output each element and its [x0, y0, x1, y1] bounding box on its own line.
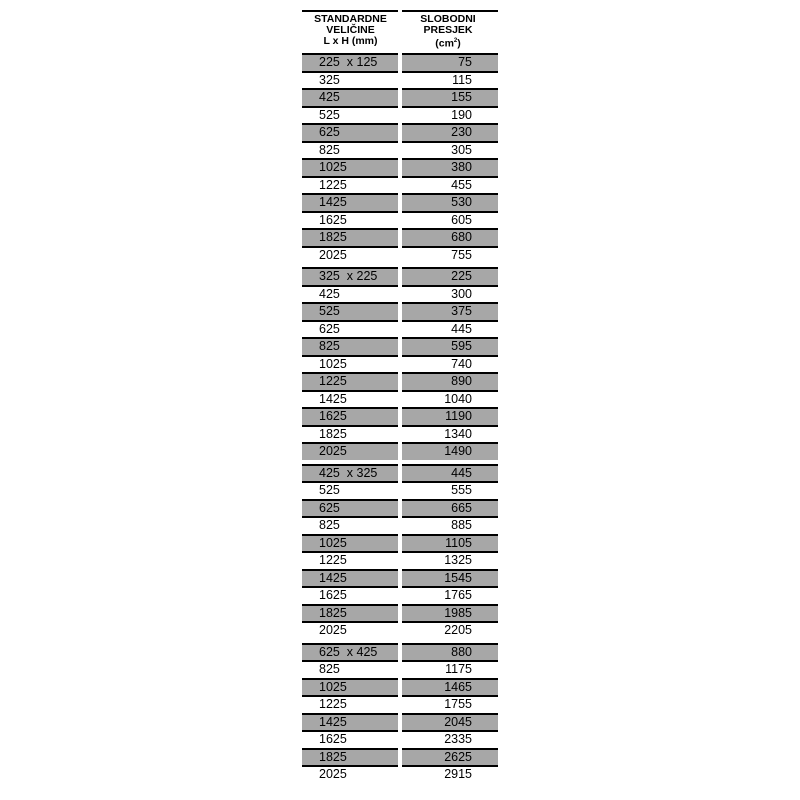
size-cell: 825 — [302, 516, 398, 534]
free-area-cell: 225 — [402, 267, 498, 285]
size-cell: 1025 — [302, 678, 398, 696]
table-row — [302, 604, 498, 622]
table-row — [302, 246, 498, 264]
size-cell: 625 — [302, 499, 398, 517]
table-row — [302, 71, 498, 89]
size-cell: 1225 — [302, 176, 398, 194]
free-area-cell: 885 — [402, 516, 498, 534]
table-row — [302, 499, 498, 517]
free-area-cell: 680 — [402, 228, 498, 246]
table-row — [302, 267, 498, 285]
header-unit — [400, 36, 496, 50]
size-cell: 1825 — [302, 748, 398, 766]
size-cell: 1625 — [302, 407, 398, 425]
size-cell: 1225 — [302, 551, 398, 569]
table-row — [302, 355, 498, 373]
size-cell: 2025 — [302, 765, 398, 783]
free-area-cell: 445 — [402, 464, 498, 482]
table-row — [302, 678, 498, 696]
table-row — [302, 141, 498, 159]
size-cell: 425 x 325 — [302, 464, 398, 482]
size-cell: 325 — [302, 71, 398, 89]
column-header-free-area — [400, 14, 496, 50]
free-area-cell: 300 — [402, 285, 498, 303]
free-area-cell: 1490 — [402, 442, 498, 460]
free-area-cell: 1985 — [402, 604, 498, 622]
size-cell: 1225 — [302, 695, 398, 713]
free-area-cell: 2625 — [402, 748, 498, 766]
size-group — [302, 53, 498, 263]
top-rule — [402, 10, 498, 12]
free-area-cell: 1175 — [402, 660, 498, 678]
header-line: PRESJEK — [423, 24, 473, 36]
size-cell: 425 — [302, 88, 398, 106]
free-area-cell: 555 — [402, 481, 498, 499]
size-cell: 1425 — [302, 569, 398, 587]
size-cell: 425 — [302, 285, 398, 303]
table-row — [302, 551, 498, 569]
header-line: L x H (mm) — [323, 35, 378, 47]
table-row — [302, 123, 498, 141]
free-area-cell: 665 — [402, 499, 498, 517]
size-cell: 225 x 125 — [302, 53, 398, 71]
size-cell: 825 — [302, 141, 398, 159]
table-row — [302, 695, 498, 713]
table-row — [302, 621, 498, 639]
table-row — [302, 337, 498, 355]
table-row — [302, 106, 498, 124]
free-area-cell: 1465 — [402, 678, 498, 696]
table-row — [302, 586, 498, 604]
size-cell: 2025 — [302, 621, 398, 639]
size-cell: 1625 — [302, 211, 398, 229]
size-cell: 1225 — [302, 372, 398, 390]
table-row — [302, 211, 498, 229]
free-area-cell: 1765 — [402, 586, 498, 604]
size-cell: 2025 — [302, 442, 398, 460]
size-cell: 825 — [302, 660, 398, 678]
size-cell: 1825 — [302, 604, 398, 622]
size-cell: 1425 — [302, 193, 398, 211]
size-cell: 325 x 225 — [302, 267, 398, 285]
size-cell: 1425 — [302, 390, 398, 408]
free-area-cell: 115 — [402, 71, 498, 89]
table-row — [302, 53, 498, 71]
size-cell: 1625 — [302, 586, 398, 604]
size-cell: 1425 — [302, 713, 398, 731]
table-row — [302, 425, 498, 443]
table-row — [302, 713, 498, 731]
free-area-cell: 1190 — [402, 407, 498, 425]
free-area-cell: 1040 — [402, 390, 498, 408]
size-group — [302, 643, 498, 783]
table-row — [302, 407, 498, 425]
table-row — [302, 302, 498, 320]
free-area-cell: 1755 — [402, 695, 498, 713]
table-row — [302, 464, 498, 482]
size-cell: 525 — [302, 302, 398, 320]
size-cell: 2025 — [302, 246, 398, 264]
table-row — [302, 516, 498, 534]
size-cell: 525 — [302, 481, 398, 499]
free-area-cell: 230 — [402, 123, 498, 141]
free-area-cell: 455 — [402, 176, 498, 194]
size-cell: 625 — [302, 123, 398, 141]
free-area-cell: 740 — [402, 355, 498, 373]
size-cell: 1025 — [302, 158, 398, 176]
unit-suffix: ) — [457, 37, 461, 50]
unit-prefix: (cm — [435, 37, 454, 50]
size-cell: 1825 — [302, 228, 398, 246]
size-cell: 525 — [302, 106, 398, 124]
table-row — [302, 660, 498, 678]
table-row — [302, 372, 498, 390]
size-cell: 1625 — [302, 730, 398, 748]
header-line: SLOBODNI — [420, 13, 476, 25]
top-rule — [302, 10, 398, 12]
header-line: VELIČINE — [326, 24, 375, 36]
free-area-cell: 2335 — [402, 730, 498, 748]
free-area-cell: 1545 — [402, 569, 498, 587]
free-area-cell: 890 — [402, 372, 498, 390]
size-cell: 1825 — [302, 425, 398, 443]
table-row — [302, 765, 498, 783]
size-cell: 1025 — [302, 355, 398, 373]
free-area-cell: 2045 — [402, 713, 498, 731]
table-row — [302, 158, 498, 176]
free-area-cell: 445 — [402, 320, 498, 338]
size-table-body — [302, 53, 498, 787]
table-row — [302, 730, 498, 748]
table-row — [302, 320, 498, 338]
free-area-cell: 190 — [402, 106, 498, 124]
header-line: STANDARDNE — [314, 13, 387, 25]
size-cell: 1025 — [302, 534, 398, 552]
table-row — [302, 748, 498, 766]
free-area-cell: 2205 — [402, 621, 498, 639]
free-area-cell: 305 — [402, 141, 498, 159]
free-area-cell: 155 — [402, 88, 498, 106]
unit-superscript: 2 — [453, 38, 458, 44]
table-row — [302, 643, 498, 661]
free-area-cell: 530 — [402, 193, 498, 211]
free-area-cell: 1105 — [402, 534, 498, 552]
table-row — [302, 285, 498, 303]
free-area-cell: 380 — [402, 158, 498, 176]
size-cell: 625 — [302, 320, 398, 338]
free-area-cell: 605 — [402, 211, 498, 229]
free-area-cell: 75 — [402, 53, 498, 71]
table-row — [302, 442, 498, 460]
table-row — [302, 88, 498, 106]
free-area-cell: 375 — [402, 302, 498, 320]
free-area-cell: 2915 — [402, 765, 498, 783]
free-area-cell: 755 — [402, 246, 498, 264]
free-area-cell: 880 — [402, 643, 498, 661]
size-group — [302, 267, 498, 460]
table-row — [302, 569, 498, 587]
table-row — [302, 176, 498, 194]
column-header-standard-sizes — [303, 14, 398, 47]
free-area-cell: 1325 — [402, 551, 498, 569]
free-area-cell: 1340 — [402, 425, 498, 443]
table-row — [302, 534, 498, 552]
table-row — [302, 193, 498, 211]
table-row — [302, 390, 498, 408]
table-row — [302, 228, 498, 246]
size-group — [302, 464, 498, 639]
size-cell: 625 x 425 — [302, 643, 398, 661]
table-row — [302, 481, 498, 499]
size-cell: 825 — [302, 337, 398, 355]
free-area-cell: 595 — [402, 337, 498, 355]
